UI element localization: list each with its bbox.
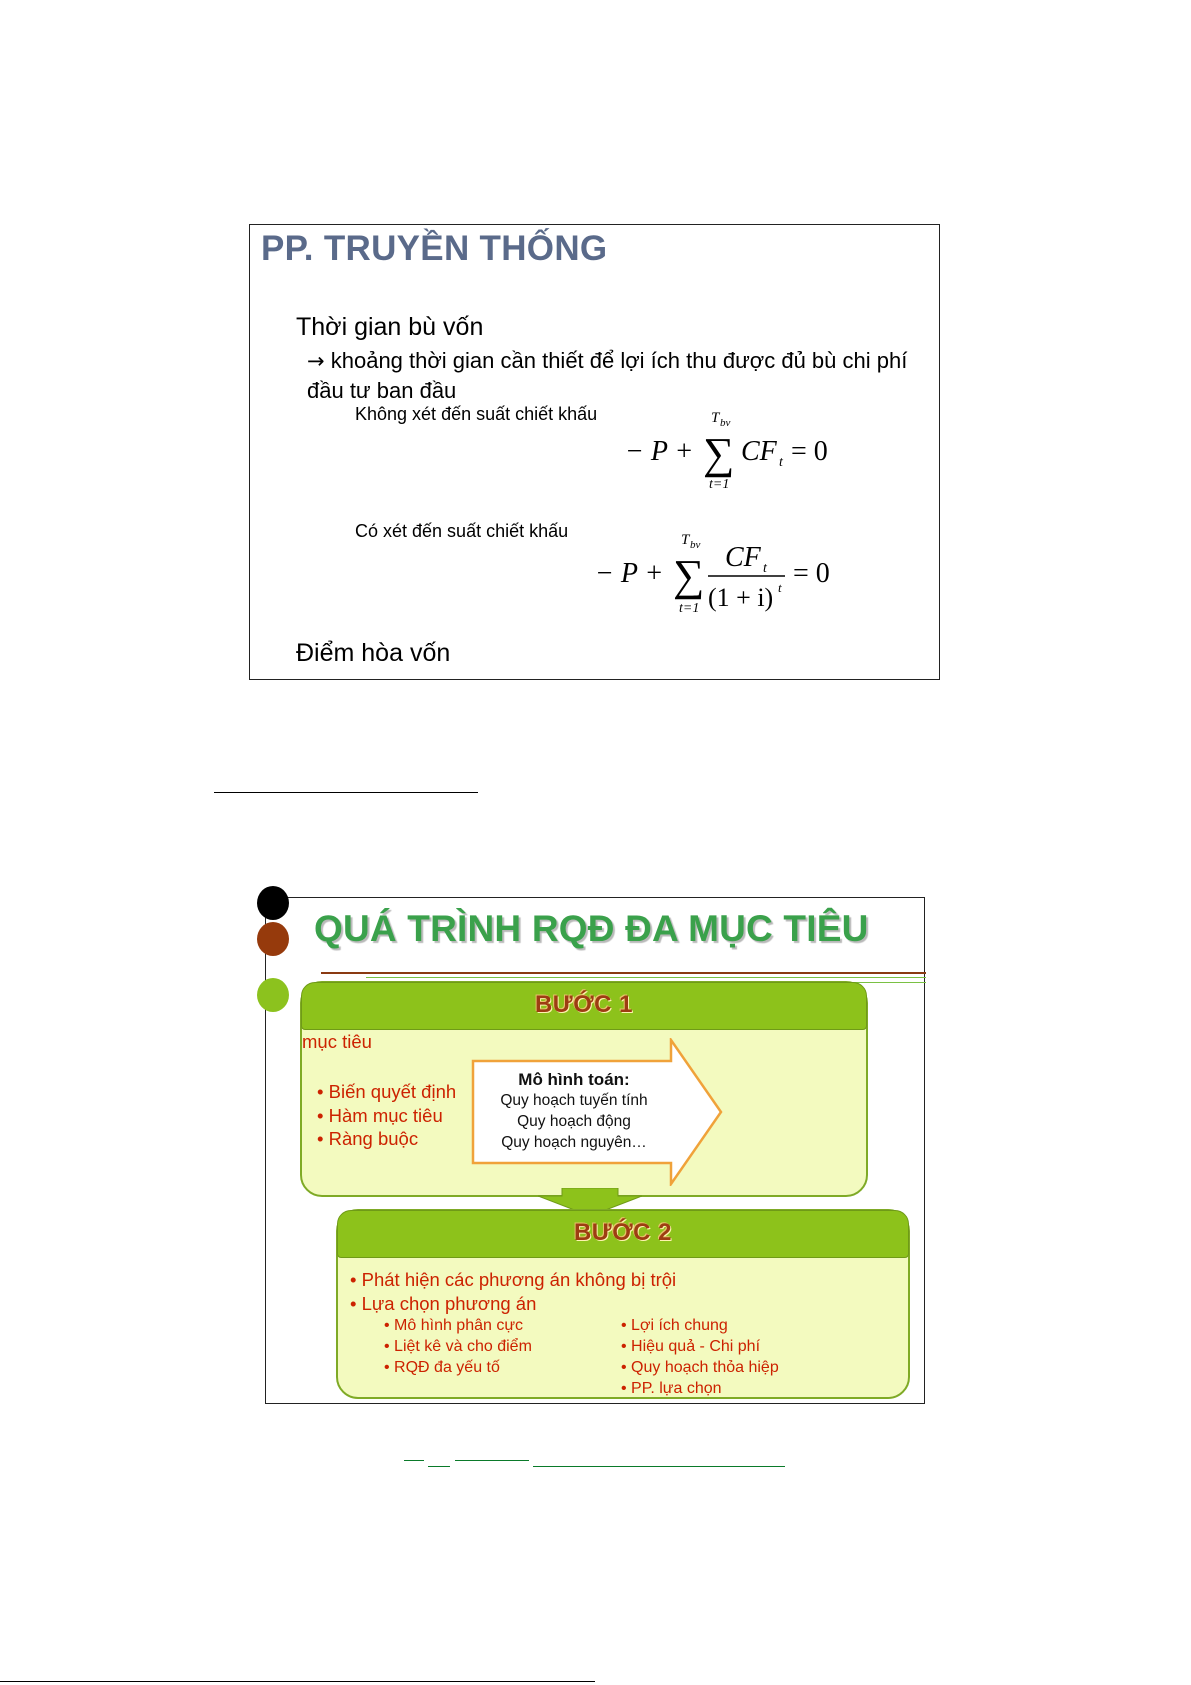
definition-text: khoảng thời gian cần thiết để lợi ích thu được đủ bù chi phí đầu tư ban đầu bbox=[307, 348, 908, 403]
arrow-right-icon: → bbox=[307, 349, 325, 373]
list-item: • Ràng buộc bbox=[317, 1128, 419, 1149]
sub-bullet-no-discount bbox=[337, 404, 597, 425]
sub-bullet-label: Có xét đến suất chiết khấu bbox=[355, 521, 569, 541]
sum-lower-limit: t=1 bbox=[709, 477, 730, 490]
bullet-label: Thời gian bù vốn bbox=[296, 313, 484, 341]
sum-upper-limit-sub: bv bbox=[720, 417, 731, 429]
numerator-sub: t bbox=[763, 561, 767, 576]
separator-line-green bbox=[533, 1466, 785, 1467]
step2-main-list bbox=[350, 1268, 676, 1315]
list-item: • Mô hình phân cực bbox=[384, 1317, 524, 1334]
sub-bullet-label: Không xét đến suất chiết khấu bbox=[355, 404, 598, 424]
list-item: • Lựa chọn phương án bbox=[350, 1292, 537, 1314]
slide-title: QUÁ TRÌNH RQĐ ĐA MỤC TIÊU bbox=[314, 908, 869, 949]
step2-title: BƯỚC 2 bbox=[573, 1219, 673, 1246]
cash-flow-term-sub: t bbox=[779, 455, 783, 470]
sum-upper-limit: T bbox=[711, 410, 720, 426]
math-models bbox=[474, 1069, 674, 1153]
step2-methods-right bbox=[621, 1315, 779, 1399]
list-item: • Liệt kê và cho điểm bbox=[384, 1338, 532, 1355]
slide-traditional-methods bbox=[249, 224, 940, 680]
list-item: • Phát hiện các phương án không bị trội bbox=[350, 1269, 677, 1290]
math-model-item: Quy hoạch động bbox=[517, 1113, 631, 1130]
sigma-symbol: ∑ bbox=[703, 429, 735, 478]
formula-payback-discounted bbox=[595, 530, 895, 630]
formula-lhs: − P + bbox=[595, 558, 664, 589]
formula-payback-undiscounted bbox=[625, 410, 865, 490]
cash-flow-term: CF bbox=[741, 436, 777, 467]
list-item: • Hàm mục tiêu bbox=[317, 1104, 443, 1126]
math-models-heading: Mô hình toán: bbox=[518, 1070, 630, 1089]
payback-definition bbox=[307, 346, 927, 405]
bullet-label: Điểm hòa vốn bbox=[296, 639, 451, 667]
sub-bullet-with-discount bbox=[337, 521, 568, 542]
step1-header bbox=[301, 982, 867, 1030]
math-model-item: Quy hoạch nguyên… bbox=[501, 1134, 647, 1151]
list-item: • Quy hoạch thỏa hiệp bbox=[621, 1359, 779, 1376]
result-line: mục tiêu bbox=[302, 1031, 372, 1052]
step1-inputs-list bbox=[317, 1080, 456, 1151]
sigma-symbol: ∑ bbox=[673, 551, 705, 600]
decorative-dot-green bbox=[257, 978, 289, 1012]
list-item: • PP. lựa chọn bbox=[621, 1380, 722, 1397]
list-item: • Lợi ích chung bbox=[621, 1317, 728, 1334]
slide-title: PP. TRUYỀN THỐNG bbox=[261, 229, 608, 268]
step1-title: BƯỚC 1 bbox=[534, 991, 634, 1018]
footnote-separator bbox=[0, 1681, 595, 1682]
bullet-payback-time bbox=[270, 313, 483, 342]
math-model-item: Quy hoạch tuyến tính bbox=[500, 1092, 648, 1109]
decorative-dot-brown bbox=[257, 922, 289, 956]
list-item: • Biến quyết định bbox=[317, 1081, 457, 1102]
formula-lhs: − P + bbox=[625, 436, 694, 467]
title-rule-brown bbox=[321, 972, 926, 974]
title-rule-green bbox=[366, 977, 926, 978]
denominator-exponent: t bbox=[778, 580, 782, 595]
formula-rhs: = 0 bbox=[791, 436, 828, 467]
denominator: (1 + i) bbox=[708, 583, 774, 612]
step2-methods-left bbox=[384, 1315, 532, 1378]
separator-line-green bbox=[428, 1466, 450, 1467]
sum-lower-limit: t=1 bbox=[679, 601, 700, 616]
bullet-break-even bbox=[270, 639, 450, 668]
separator-line-green bbox=[455, 1460, 529, 1461]
formula-rhs: = 0 bbox=[793, 558, 830, 589]
slide-multi-objective-process bbox=[265, 897, 925, 1404]
separator-line-green bbox=[404, 1460, 424, 1461]
decorative-dot-black bbox=[257, 886, 289, 920]
step1-box bbox=[300, 981, 868, 1197]
step2-box bbox=[336, 1209, 910, 1399]
sum-upper-limit: T bbox=[681, 532, 690, 548]
list-item: • Hiệu quả - Chi phí bbox=[621, 1338, 761, 1355]
numerator: CF bbox=[725, 542, 761, 573]
step2-header bbox=[337, 1210, 909, 1258]
sum-upper-limit-sub: bv bbox=[690, 539, 701, 551]
separator-line bbox=[214, 792, 478, 793]
list-item: • RQĐ đa yếu tố bbox=[384, 1359, 500, 1376]
